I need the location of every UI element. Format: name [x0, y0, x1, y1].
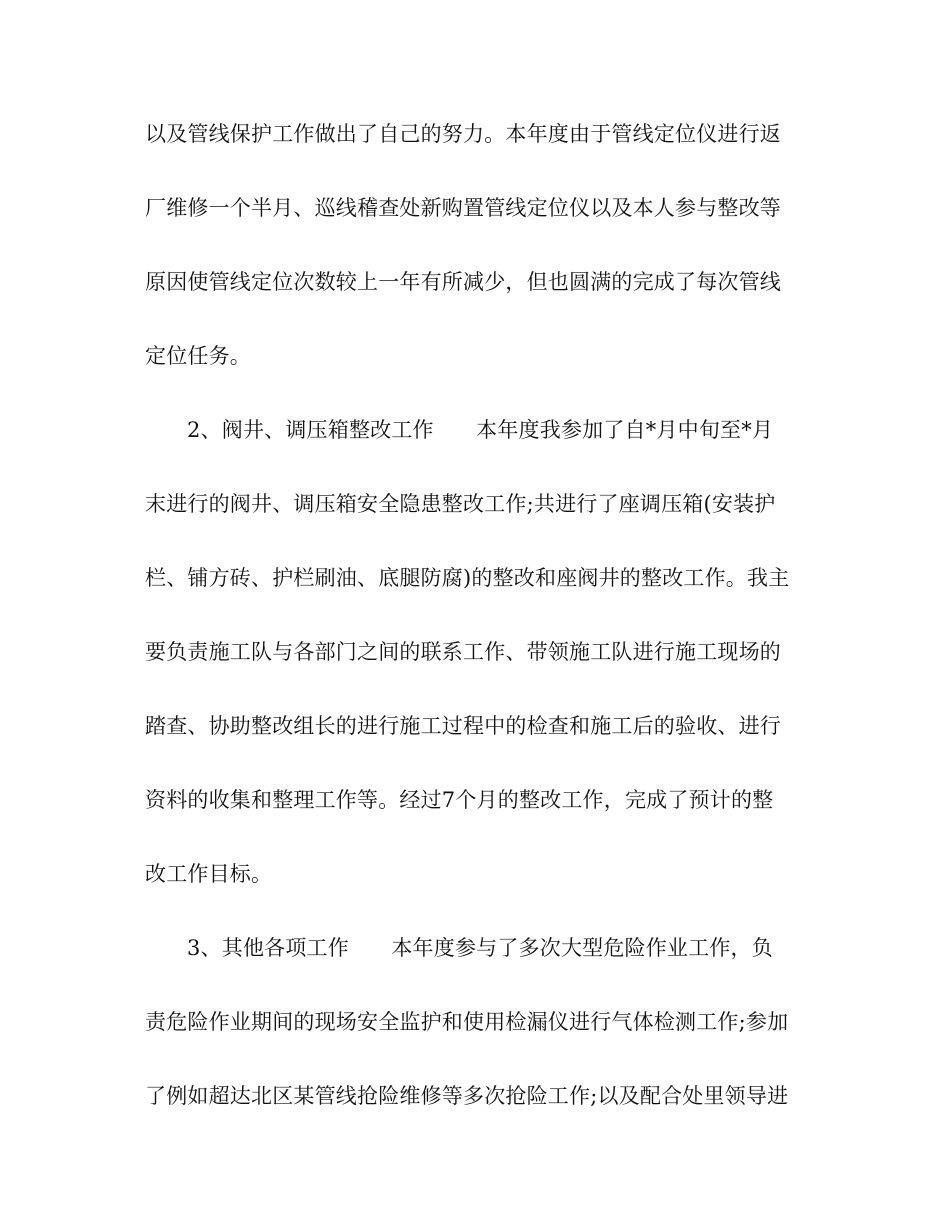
paragraph-line: 资料的收集和整理工作等。经过7个月的整改工作，完成了预计的整 [145, 788, 774, 812]
paragraph-line: 要负责施工队与各部门之间的联系工作、带领施工队进行施工现场的 [145, 640, 781, 664]
paragraph-line: 末进行的阀井、调压箱安全隐患整改工作;共进行了座调压箱(安装护 [145, 492, 776, 516]
paragraph-line: 定位任务。 [145, 344, 251, 368]
paragraph-line: 改工作目标。 [145, 862, 273, 886]
section-heading-line: 2、阀井、调压箱整改工作 本年度我参加了自*月中旬至*月 [187, 418, 774, 442]
paragraph-line: 原因使管线定位次数较上一年有所减少，但也圆满的完成了每次管线 [145, 270, 781, 294]
paragraph-line: 踏查、协助整改组长的进行施工过程中的检查和施工后的验收、进行 [145, 714, 781, 738]
paragraph-line: 责危险作业期间的现场安全监护和使用检漏仪进行气体检测工作;参加 [145, 1010, 789, 1034]
paragraph-line: 栏、铺方砖、护栏刷油、底腿防腐)的整改和座阀井的整改工作。我主 [145, 566, 790, 590]
paragraph-line: 了例如超达北区某管线抢险维修等多次抢险工作;以及配合处里领导进 [145, 1084, 789, 1108]
paragraph-line: 以及管线保护工作做出了自己的努力。本年度由于管线定位仪进行返 [145, 122, 781, 146]
section-heading-line: 3、其他各项工作 本年度参与了多次大型危险作业工作，负 [187, 936, 773, 960]
paragraph-line: 厂维修一个半月、巡线稽查处新购置管线定位仪以及本人参与整改等 [145, 196, 781, 220]
